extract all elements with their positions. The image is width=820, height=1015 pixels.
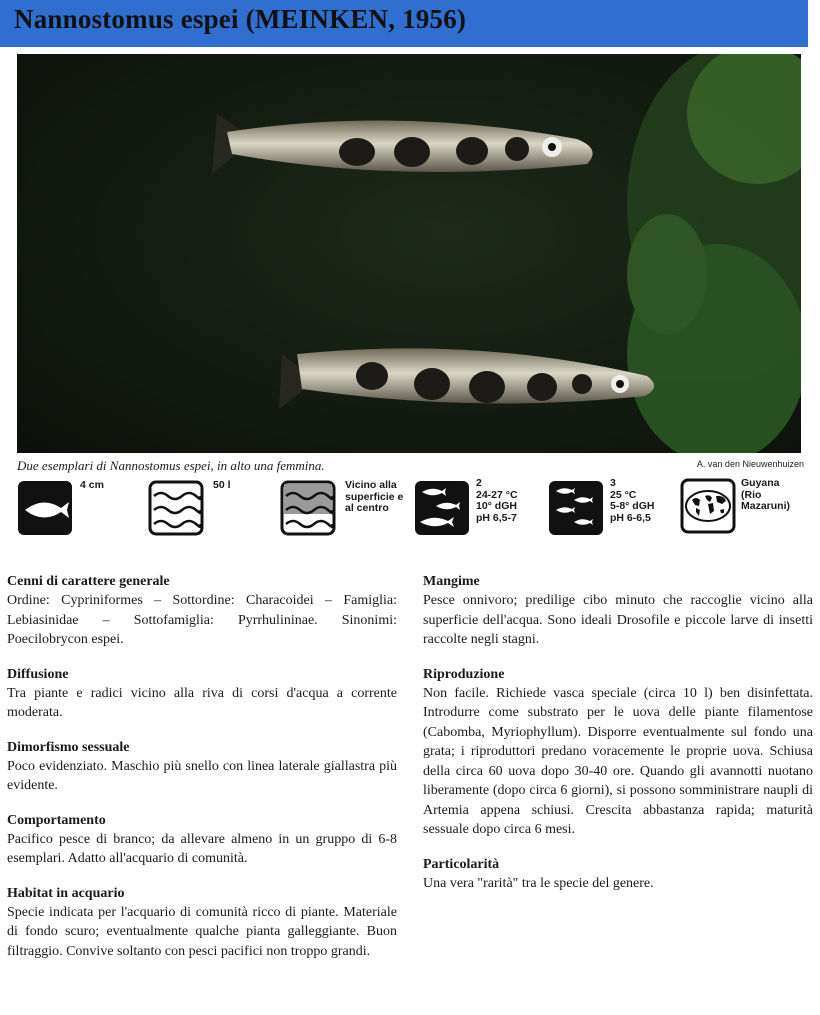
section-behavior [7,812,397,869]
section-text: Pacifico pesce di branco; da allevare almeno in un gruppo di 6-8 esemplari. Adatto all'acquario di comunità. [7,831,397,866]
section-heading: Mangime [423,574,480,589]
photo-caption: Due esemplari di Nannostomus espei, in alto una femmina. [17,458,325,473]
section-heading: Particolarità [423,856,500,872]
section-text: Pesce onnivoro; predilige cibo minuto che raccoglie vicino alla superficie dell'acqua. Sono ideali Drosofile e piccole larve di insetti raccolte negli stagni. [423,593,813,647]
section-reproduction [423,666,813,840]
section-text: Poco evidenziato. Maschio più snello con linea laterale giallastra più evidente. [7,758,397,793]
tank-volume-icon [148,480,204,536]
school-fish-icon [414,480,470,536]
section-text: Specie indicata per l'acquario di comunità ricco di piante. Materiale di fondo scuro; eventualmente qualche pianta galleggiante. Buon filtraggio. Convive soltanto con pesci pacifici non troppo grandi. [7,904,397,959]
title-bar [0,0,808,47]
section-heading: Dimorfismo sessuale [7,739,130,755]
swimming-zone-icon [280,480,336,536]
world-map-label: Guyana (Rio Mazaruni) [741,477,791,512]
left-column [7,573,397,977]
school-fish-icon-2 [548,480,604,536]
school-fish-label-2: 3 25 °C 5-8° dGH pH 6-6,5 [610,477,655,524]
fish-photo [17,54,801,453]
section-text: Ordine: Cypriniformes – Sottordine: Characoidei – Famiglia: Lebiasinidae – Sottofamiglia: Pyrrhulininae. Sinonimi: Poecilobrycon espei. [7,593,397,647]
tank-volume-label: 50 l [213,479,231,491]
section-heading: Riproduzione [423,666,505,682]
world-map-icon [680,478,736,534]
fish-size-icon [17,480,73,536]
page-title: Nannostomus espei (MEINKEN, 1956) [14,4,467,34]
section-text: Tra piante e radici vicino alla riva di corsi d'acqua a corrente moderata. [7,685,397,720]
section-heading: Comportamento [7,812,106,828]
section-text: Non facile. Richiede vasca speciale (circa 10 l) ben disinfettata. Introdurre come substrato per le uova delle piante filamentose (Cabomba, Myriophyllum). Disporre eventualmente sul fondo una grata; i riproduttori predano voracemente le proprie uova. Schiusa della circa 60 uova dopo 30-40 ore. Quando gli avannotti nuotano liberamente (dopo circa 6 giorni), si possono somministrare naupli di Artemia appena schiusi. Crescita abbastanza rapida; maturità sessuale dopo circa 6 mesi. [423,685,813,837]
section-distribution [7,666,397,723]
section-general [7,573,397,650]
swimming-zone-label: Vicino alla superficie e al centro [345,479,404,514]
section-habitat [7,885,397,962]
section-heading: Diffusione [7,666,69,682]
school-fish-label: 2 24-27 °C 10° dGH pH 6,5-7 [476,477,518,524]
section-heading: Cenni di carattere generale [7,574,170,589]
right-column [423,573,813,909]
section-dimorphism [7,739,397,796]
section-text: Una vera "rarità" tra le specie del genere. [423,875,654,891]
section-peculiarity [423,856,813,894]
section-food [423,573,813,650]
section-heading: Habitat in acquario [7,885,125,901]
fish-size-label: 4 cm [80,479,104,491]
photo-credit: A. van den Nieuwenhuizen [696,459,804,469]
